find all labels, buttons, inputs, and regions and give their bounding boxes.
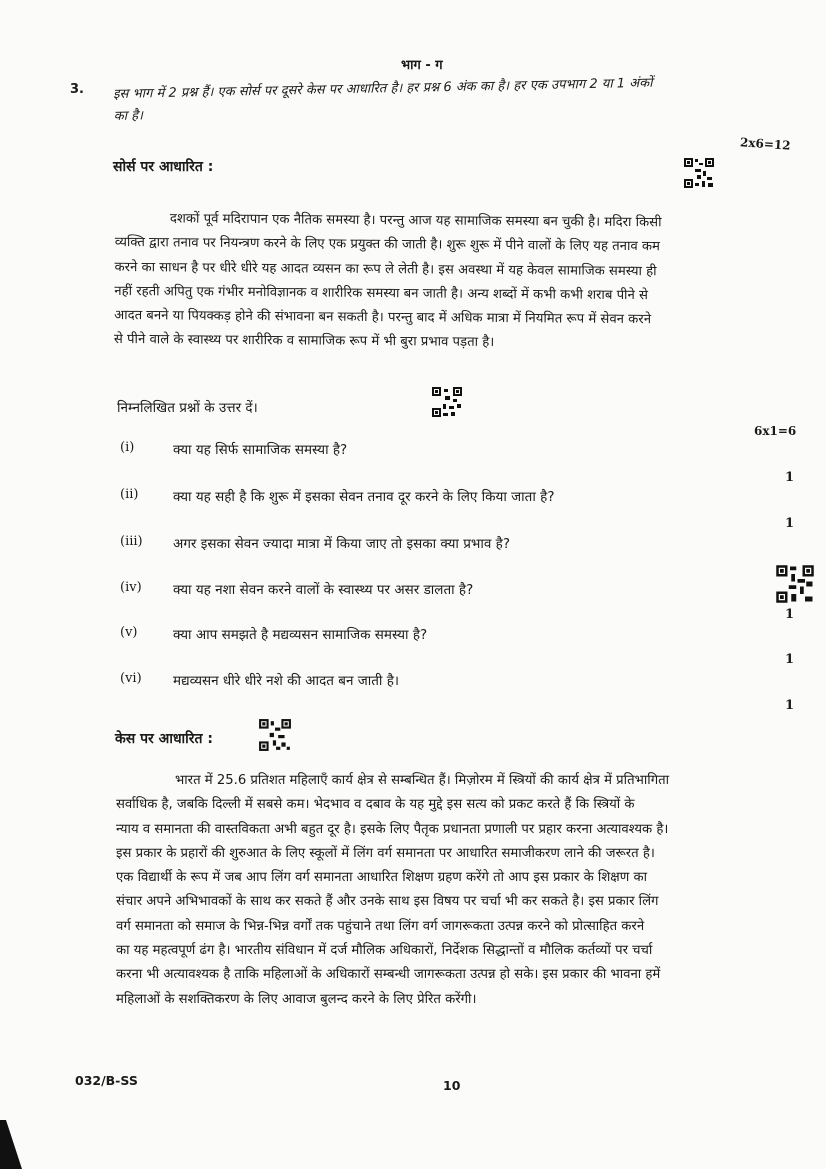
qr-code-icon: [683, 157, 715, 189]
qr-code-icon: [431, 386, 463, 418]
qr-code-icon: [258, 718, 292, 752]
question-marks: 1: [785, 607, 795, 622]
question-num: (iv): [120, 580, 142, 595]
case-line: इस प्रकार के प्रहारों की शुरुआत के लिए स्कूलों में लिंग वर्ग समानता पर आधारित समाजीकरण लाने की जरूरत है।: [116, 845, 655, 861]
question-text: क्या यह सिर्फ सामाजिक समस्या है?: [173, 442, 348, 458]
question-text: क्या यह नशा सेवन करने वालों के स्वास्थ्य पर असर डालता है?: [173, 582, 474, 598]
source-line: से पीने वाले के स्वास्थ्य पर शारीरिक व सामाजिक रूप में भी बुरा प्रभाव पड़ता है।: [113, 332, 495, 351]
question-text: अगर इसका सेवन ज्यादा मात्रा में किया जाए तो इसका क्या प्रभाव है?: [173, 536, 511, 552]
question-num: (i): [120, 440, 135, 455]
question-text: क्या यह सही है कि शुरू में इसका सेवन तनाव दूर करने के लिए किया जाता है?: [173, 489, 555, 505]
question-num: (iii): [120, 534, 143, 549]
question-marks: 1: [785, 652, 795, 667]
question-number: 3.: [70, 82, 84, 97]
question-text: क्या आप समझते है मद्यव्यसन सामाजिक समस्या है?: [173, 627, 428, 643]
source-line: व्यक्ति द्वारा तनाव पर नियन्त्रण करने के लिए एक प्रयुक्त की जाती है। शुरू शुरू में पीने वालों के लिए यह तनाव कम: [114, 235, 661, 255]
case-heading: केस पर आधारित :: [115, 731, 213, 747]
page-number: 10: [443, 1078, 461, 1093]
question-text: मद्यव्यसन धीरे धीरे नशे की आदत बन जाती है।: [173, 673, 400, 689]
instructions: [113, 70, 764, 128]
paper-code: 032/B-SS: [75, 1073, 138, 1088]
subtotal-marks: 6x1=6: [754, 424, 797, 438]
case-line: सर्वाधिक है, जबकि दिल्ली में सबसे कम। भेदभाव व दबाव के यह मुद्दे इस सत्य को प्रकट करते हैं कि स्त्रियों के: [116, 797, 635, 813]
instruction-line-2: का है।: [113, 108, 144, 124]
scan-edge-mark: [0, 1120, 22, 1169]
case-line: न्याय व समानता की वास्तविकता अभी बहुत दूर है। इसके लिए पैतृक प्रधानता प्रणाली पर प्रहार करना अत्यावश्यक है।: [116, 821, 669, 837]
case-line: करना भी अत्यावश्यक है ताकि महिलाओं के अधिकारों सम्बन्धी जागरूकता उत्पन्न हो सके। इस प्रकार की भावना हमें: [116, 967, 661, 983]
question-num: (ii): [120, 487, 139, 502]
section-title: भाग - ग: [401, 58, 443, 73]
question-marks: 1: [785, 516, 795, 531]
source-line: करने का साधन है पर धीरे धीरे यह आदत व्यसन का रूप ले लेती है। इस अवस्था में यह केवल सामाजिक समस्या ही: [114, 259, 657, 279]
case-line: का यह महत्वपूर्ण ढंग है। भारतीय संविधान में दर्ज मौलिक अधिकारों, निर्देशक सिद्धान्तों व मौलिक कर्तव्यों पर चर्चा: [116, 943, 653, 959]
case-line: एक विद्यार्थी के रूप में जब आप लिंग वर्ग समानता आधारित शिक्षण ग्रहण करेंगे तो आप इस प्रकार के शिक्षण का: [116, 870, 648, 886]
total-marks: 2x6=12: [739, 135, 792, 153]
question-marks: 1: [785, 470, 795, 485]
case-line: महिलाओं के सशक्तिकरण के लिए आवाज बुलन्द करने के लिए प्रेरित करेंगी।: [116, 991, 477, 1007]
source-line: आदत बनने या पियक्कड़ होने की संभावना बन सकती है। परन्तु बाद में अधिक मात्रा में नियमित रूप में सेवन करने: [114, 308, 652, 328]
source-heading: सोर्स पर आधारित :: [113, 159, 214, 175]
question-marks: 1: [785, 698, 795, 713]
source-line: नहीं रहती अपितु एक गंभीर मनोविज्ञानक व शारीरिक समस्या बन जाती है। अन्य शब्दों में कभी कभी शराब पीने से: [114, 283, 648, 304]
questions-prompt: निम्नलिखित प्रश्नों के उत्तर दें।: [117, 400, 258, 416]
qr-code-icon: [775, 564, 815, 604]
source-paragraph: [114, 207, 757, 358]
case-line: भारत में 25.6 प्रतिशत महिलाएँ कार्य क्षेत्र से सम्बन्धित हैं। मिज़ोरम में स्त्रियों की कार्य क्षेत्र में प्रतिभागिता: [175, 773, 670, 788]
source-line: दशकों पूर्व मदिरापान एक नैतिक समस्या है। परन्तु आज यह सामाजिक समस्या बन चुकी है। मदिरा किसी: [169, 211, 662, 231]
case-paragraph: [116, 769, 766, 1012]
question-num: (vi): [120, 671, 142, 686]
case-line: वर्ग समानता को समाज के भिन्न-भिन्न वर्गों तक पहुंचाने तथा लिंग वर्ग जागरूकता उत्पन्न करने को प्रोत्साहित करने: [116, 918, 645, 934]
question-num: (v): [120, 625, 138, 640]
instruction-line-1: इस भाग में 2 प्रश्न हैं। एक सोर्स पर दूसरे केस पर आधारित है। हर प्रश्न 6 अंक का है। हर एक उपभाग 2 या 1 अंकों: [113, 75, 653, 102]
case-line: संचार अपने अभिभावकों के साथ कर सकते हैं और उनके साथ इस विषय पर चर्चा भी कर सकते है। इस प्रकार लिंग: [116, 894, 659, 910]
